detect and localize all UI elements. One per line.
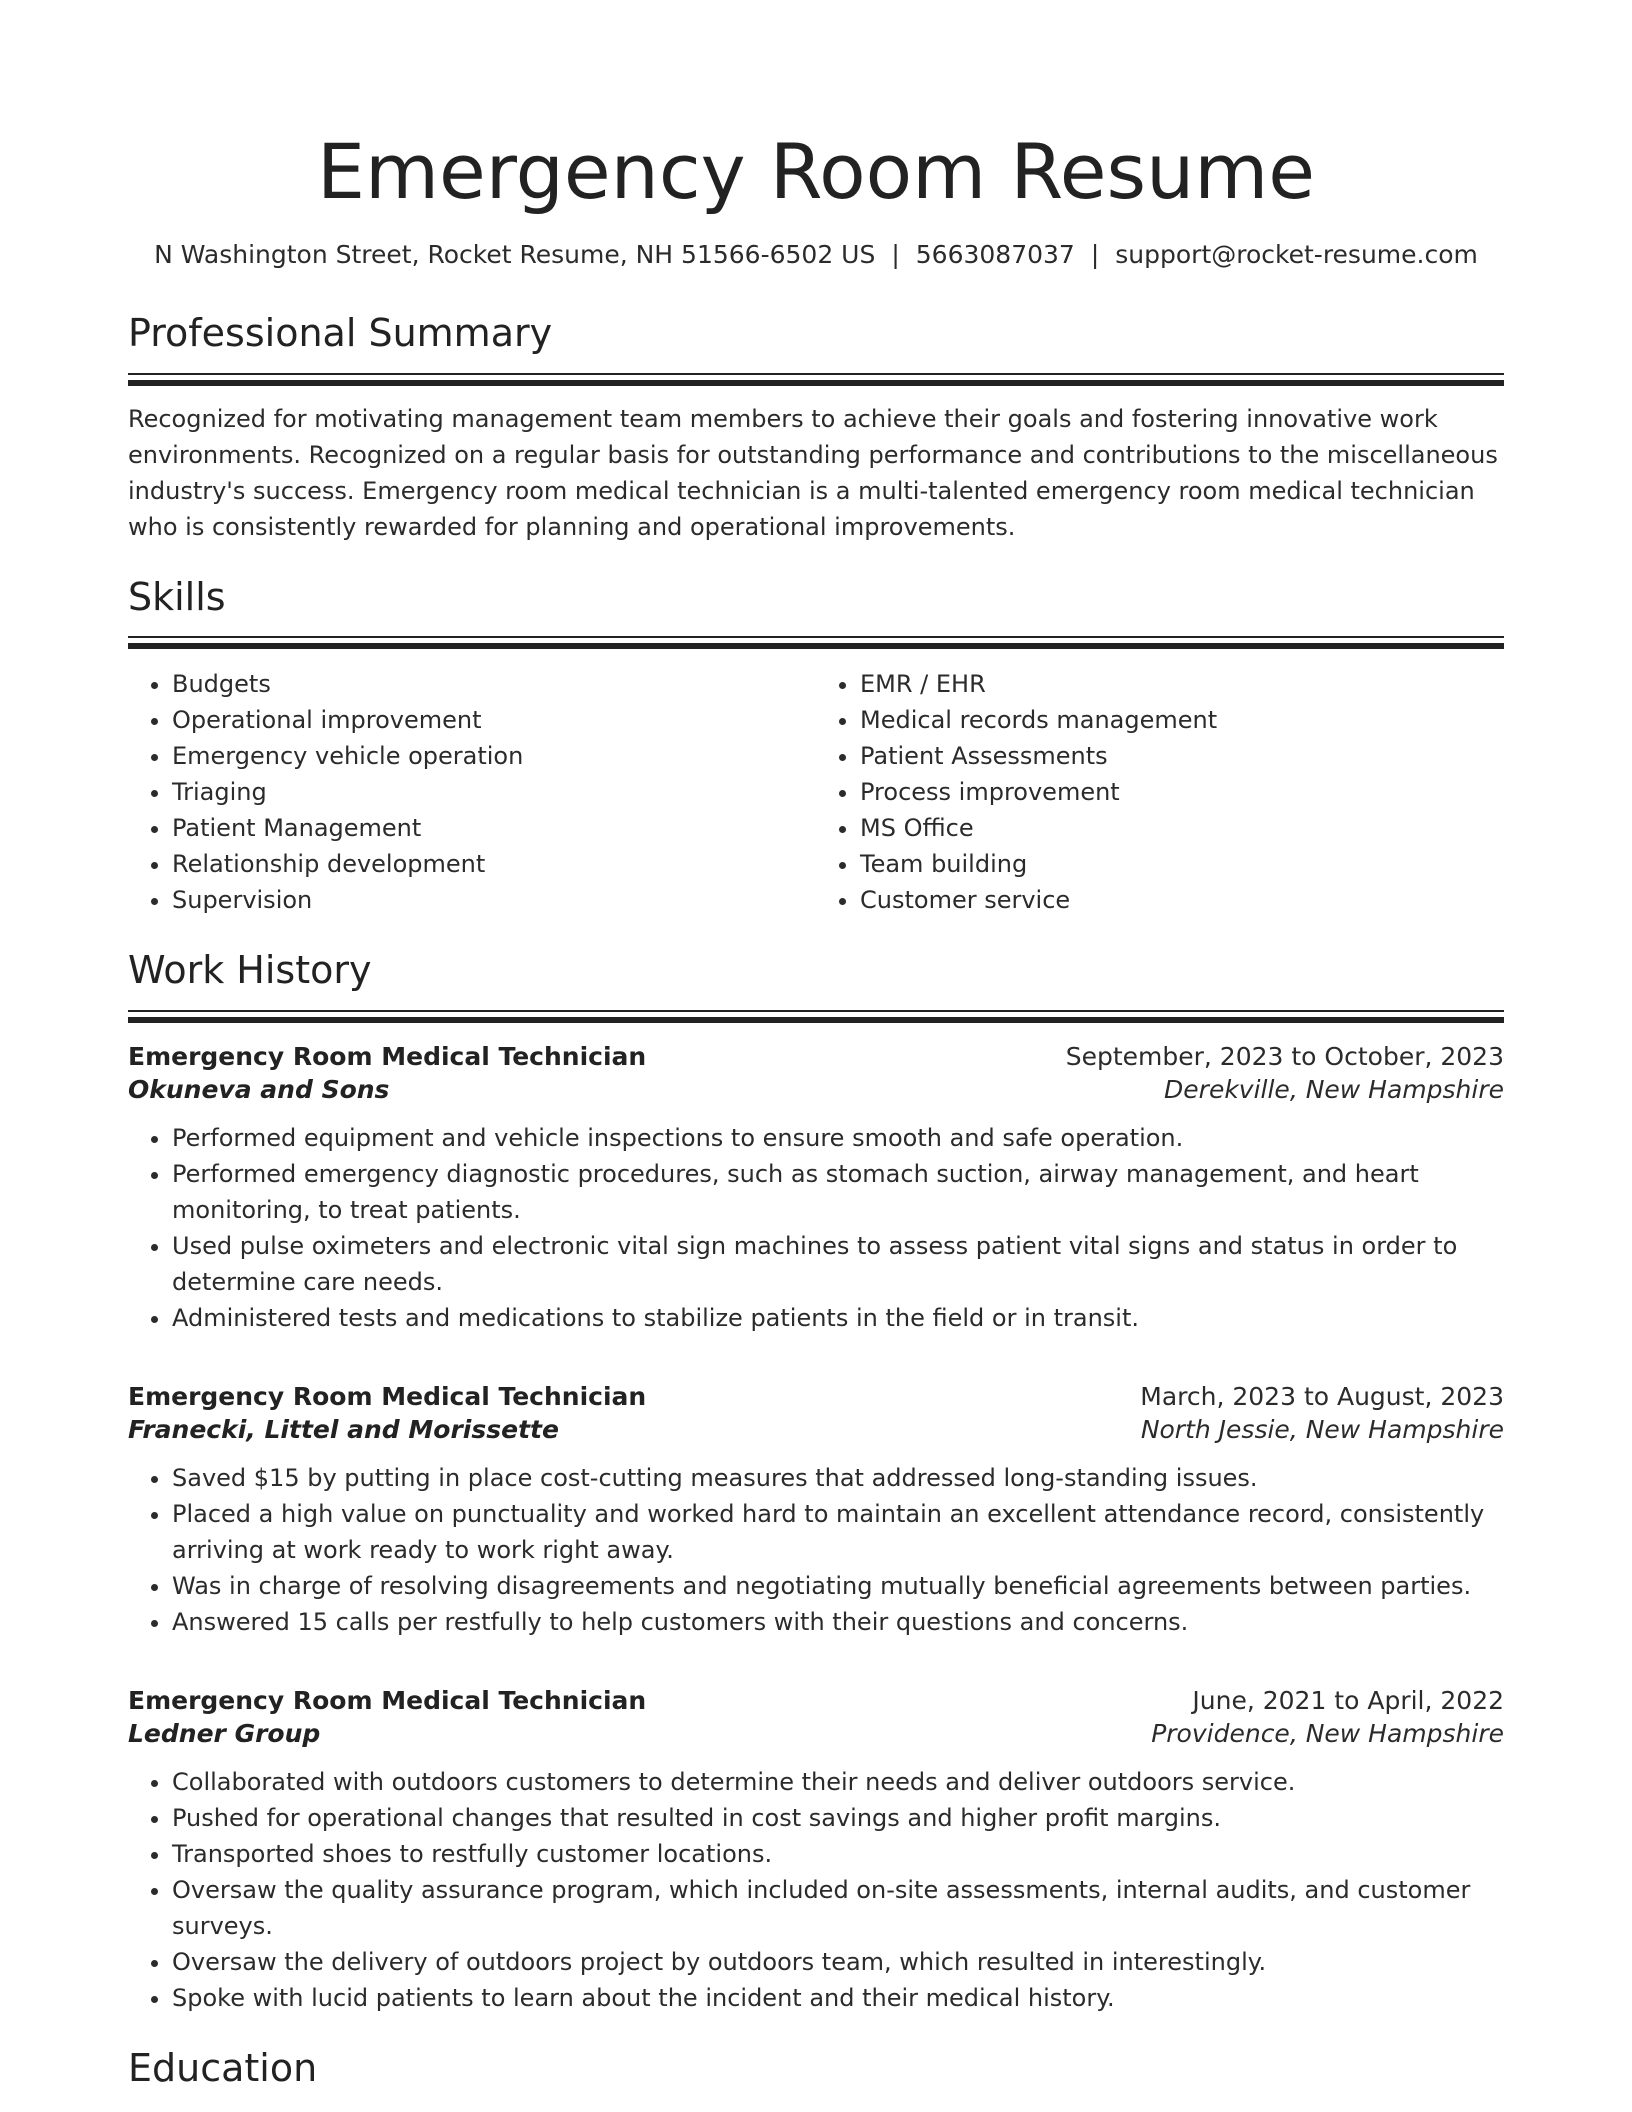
- section-title-education: Education: [128, 2045, 318, 2090]
- job-dates: March, 2023 to August, 2023: [1140, 1381, 1504, 1411]
- contact-separator: |: [891, 240, 900, 269]
- job-company: Ledner Group: [128, 1718, 321, 1748]
- job-entry: [128, 1686, 1504, 2016]
- skill-item: • Team building: [860, 846, 1504, 882]
- skills-section: [128, 575, 1504, 919]
- contact-separator: |: [1090, 240, 1100, 269]
- skill-item: • Operational improvement: [172, 702, 816, 738]
- job-dates: September, 2023 to October, 2023: [1065, 1041, 1504, 1071]
- skill-item: • Budgets: [172, 666, 816, 702]
- job-company: Franecki, Littel and Morissette: [128, 1414, 559, 1444]
- skill-item: • Supervision: [172, 882, 816, 918]
- job-title: Emergency Room Medical Technician: [128, 1041, 647, 1071]
- duty-item: • Oversaw the quality assurance program, which included on-site assessments, internal audits, and customer surveys.: [172, 1872, 1504, 1944]
- job-entry: [128, 1042, 1504, 1336]
- summary-text: Recognized for motivating management team members to achieve their goals and fostering innovative work environments. Recognized on a regular basis for outstanding performance and contributions to the miscellaneous industry's success. Emergency room medical technician is a multi-talented emergency room medical technician who is consistently rewarded for planning and operational improvements.: [128, 404, 1498, 541]
- job-entry: [128, 1382, 1504, 1640]
- skill-item: • Process improvement: [860, 774, 1504, 810]
- job-subheader: [128, 1719, 1504, 1748]
- job-location: Providence, New Hampshire: [1151, 1718, 1504, 1748]
- section-divider: [128, 1010, 1504, 1024]
- skill-item: • EMR / EHR: [860, 666, 1504, 702]
- job-location: North Jessie, New Hampshire: [1140, 1414, 1504, 1444]
- skill-item: • Emergency vehicle operation: [172, 738, 816, 774]
- section-divider: [128, 636, 1504, 650]
- job-location: Derekville, New Hampshire: [1164, 1074, 1504, 1104]
- duty-item: • Answered 15 calls per restfully to help customers with their questions and concerns.: [172, 1604, 1504, 1640]
- duty-item: • Performed emergency diagnostic procedures, such as stomach suction, airway management, and heart monitoring, to treat patients.: [172, 1156, 1504, 1228]
- job-company: Okuneva and Sons: [128, 1074, 390, 1104]
- skills-columns: [128, 666, 1504, 918]
- section-title-work-history: Work History: [128, 948, 372, 993]
- duty-item: • Was in charge of resolving disagreements and negotiating mutually beneficial agreements between parties.: [172, 1568, 1504, 1604]
- job-title: Emergency Room Medical Technician: [128, 1685, 647, 1715]
- job-duties: [128, 1120, 1504, 1336]
- skill-item: • Relationship development: [172, 846, 816, 882]
- education-section: [128, 2046, 1504, 2092]
- duty-item: • Pushed for operational changes that resulted in cost savings and higher profit margins.: [172, 1800, 1504, 1836]
- contact-line: [128, 240, 1504, 269]
- skill-item: • Triaging: [172, 774, 816, 810]
- duty-item: • Placed a high value on punctuality and worked hard to maintain an excellent attendance record, consistently arriving at work ready to work right away.: [172, 1496, 1504, 1568]
- contact-email: support@rocket-resume.com: [1115, 240, 1478, 269]
- professional-summary-section: [128, 311, 1504, 545]
- job-title: Emergency Room Medical Technician: [128, 1381, 647, 1411]
- skills-list-right: [816, 666, 1504, 918]
- job-header: [128, 1686, 1504, 1715]
- duty-item: • Performed equipment and vehicle inspections to ensure smooth and safe operation.: [172, 1120, 1504, 1156]
- section-title-professional-summary: Professional Summary: [128, 311, 553, 355]
- skill-item: • Medical records management: [860, 702, 1504, 738]
- job-subheader: [128, 1415, 1504, 1444]
- skill-item: • Patient Management: [172, 810, 816, 846]
- skill-item: • MS Office: [860, 810, 1504, 846]
- job-header: [128, 1382, 1504, 1411]
- job-header: [128, 1042, 1504, 1071]
- duty-item: • Transported shoes to restfully customer locations.: [172, 1836, 1504, 1872]
- job-subheader: [128, 1075, 1504, 1104]
- contact-phone: 5663087037: [915, 240, 1075, 269]
- job-duties: [128, 1460, 1504, 1640]
- job-duties: [128, 1764, 1504, 2016]
- contact-address: N Washington Street, Rocket Resume, NH 51566-6502 US: [154, 240, 876, 269]
- skill-item: • Customer service: [860, 882, 1504, 918]
- section-title-skills: Skills: [128, 574, 226, 619]
- duty-item: • Saved $15 by putting in place cost-cutting measures that addressed long-standing issues.: [172, 1460, 1504, 1496]
- duty-item: • Used pulse oximeters and electronic vital sign machines to assess patient vital signs and status in order to determine care needs.: [172, 1228, 1504, 1300]
- duty-item: • Administered tests and medications to stabilize patients in the field or in transit.: [172, 1300, 1504, 1336]
- duty-item: • Oversaw the delivery of outdoors project by outdoors team, which resulted in interestingly.: [172, 1944, 1504, 1980]
- section-divider: [128, 373, 1504, 387]
- skill-item: • Patient Assessments: [860, 738, 1504, 774]
- duty-item: • Spoke with lucid patients to learn about the incident and their medical history.: [172, 1980, 1504, 2016]
- skills-list-left: [128, 666, 816, 918]
- job-dates: June, 2021 to April, 2022: [1192, 1685, 1504, 1715]
- resume-title: Emergency Room Resume: [316, 127, 1316, 216]
- duty-item: • Collaborated with outdoors customers to determine their needs and deliver outdoors service.: [172, 1764, 1504, 1800]
- work-history-section: [128, 948, 1504, 2016]
